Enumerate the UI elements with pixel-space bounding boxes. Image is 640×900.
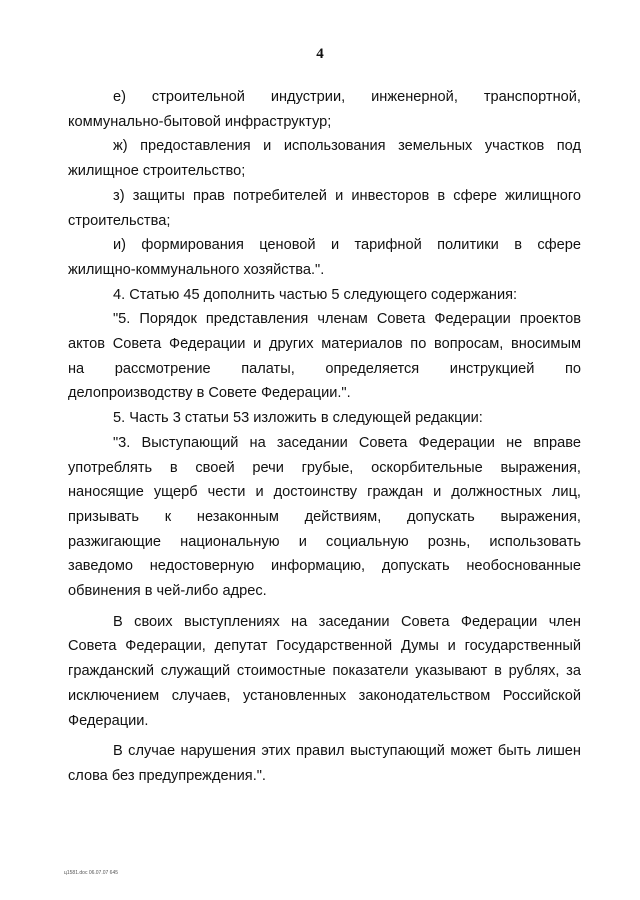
text-line: заведомо недостоверную информацию, допускать необоснованные (68, 558, 581, 575)
text-line: слова без предупреждения.". (68, 767, 266, 784)
text-line: 5. Часть 3 статьи 53 изложить в следующей редакции: (113, 410, 483, 427)
text-line: жилищное строительство; (68, 163, 246, 180)
text-line: Совета Федерации, депутат Государственной Думы и государственный (68, 638, 581, 655)
text-line: ж) предоставления и использования земельных участков под (113, 138, 581, 155)
footer-file-stamp: ц1581.doc 06.07.07 645 (64, 870, 119, 876)
text-line: строительства; (68, 212, 171, 229)
text-line: жилищно-коммунального хозяйства.". (68, 261, 325, 278)
text-line: "3. Выступающий на заседании Совета Федерации не вправе (113, 434, 581, 451)
text-line: употреблять в своей речи грубые, оскорбительные выражения, (68, 459, 581, 476)
text-line: В своих выступлениях на заседании Совета Федерации член (113, 613, 581, 630)
text-line: разжигающие национальную и социальную рознь, использовать (68, 533, 581, 550)
text-line: гражданский служащий стоимостные показатели указывают в рублях, за (68, 663, 581, 680)
text-line: делопроизводству в Совете Федерации.". (68, 385, 351, 402)
page-number: 4 (316, 46, 324, 62)
text-line: з) защиты прав потребителей и инвесторов в сфере жилищного (113, 187, 581, 204)
text-line: исключением случаев, установленных законодательством Российской (68, 687, 581, 704)
text-line: коммунально-бытовой инфраструктур; (68, 113, 332, 130)
document-body (68, 85, 581, 789)
text-line: на рассмотрение палаты, определяется инструкцией по (68, 360, 581, 377)
text-line: Федерации. (68, 712, 149, 729)
text-line: и) формирования ценовой и тарифной политики в сфере (113, 237, 581, 254)
text-line: е) строительной индустрии, инженерной, транспортной, (113, 89, 581, 105)
text-line: наносящие ущерб чести и достоинству граждан и должностных лиц, (68, 484, 581, 501)
text-line: призывать к незаконным действиям, допускать выражения, (68, 508, 581, 525)
text-line: 4. Статью 45 дополнить частью 5 следующего содержания: (113, 286, 518, 303)
text-line: "5. Порядок представления членам Совета Федерации проектов (113, 311, 581, 328)
text-line: В случае нарушения этих правил выступающий может быть лишен (113, 743, 581, 760)
text-line: обвинения в чей-либо адрес. (68, 583, 267, 600)
text-line: актов Совета Федерации и других материалов по вопросам, вносимым (68, 336, 581, 353)
